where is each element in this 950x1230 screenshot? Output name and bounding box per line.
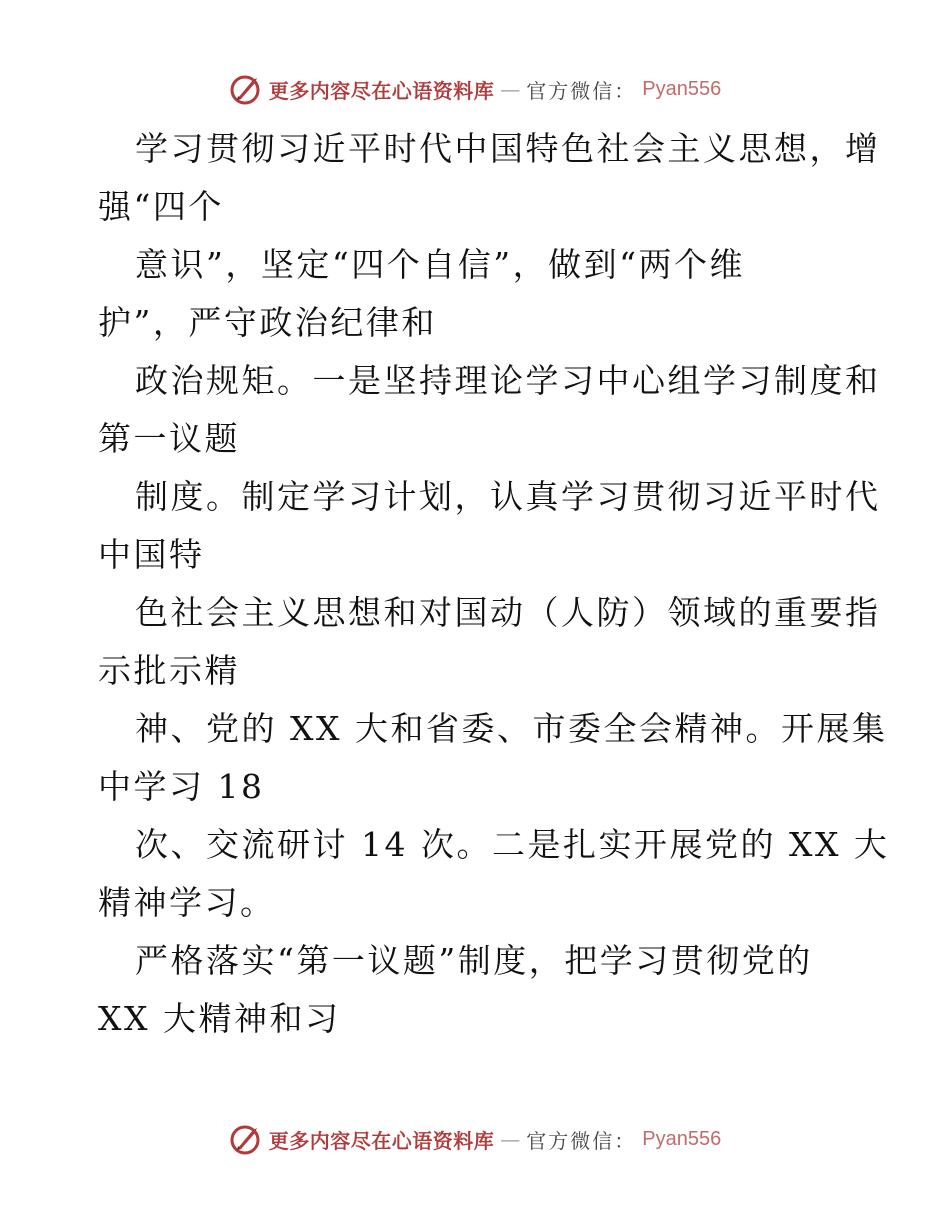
site-name: 更多内容尽在心语资料库	[268, 1128, 495, 1153]
wechat-id: Pyan556	[642, 77, 722, 100]
paragraph-1	[98, 120, 881, 236]
header-banner	[0, 72, 950, 106]
line-first: 政治规矩。一是坚持理论学习中心组学习制度和	[135, 361, 881, 400]
line-first: 色社会主义思想和对国动（人防）领域的重要指	[135, 593, 881, 632]
paragraph-8	[98, 932, 858, 1048]
header-separator: —	[500, 77, 521, 101]
line-second: XX 大精神和习	[98, 999, 341, 1038]
footer-banner	[0, 1122, 950, 1156]
paragraph-2	[98, 236, 858, 352]
paragraph-6	[98, 700, 888, 816]
paragraph-7	[98, 816, 890, 932]
line-first: 制度。制定学习计划，认真学习贯彻习近平时代	[135, 477, 881, 516]
line-second: 精神学习。	[98, 883, 276, 922]
line-first: 学习贯彻习近平时代中国特色社会主义思想，增	[135, 129, 881, 168]
site-name: 更多内容尽在心语资料库	[268, 78, 495, 103]
line-second: 中学习 18	[98, 767, 265, 806]
footer-separator: —	[500, 1127, 521, 1151]
line-second: 示批示精	[98, 651, 240, 690]
line-first: 神、党的 XX 大和省委、市委全会精神。开展集	[135, 709, 888, 748]
line-first: 严格落实“第一议题”制度，把学习贯彻党的	[135, 941, 813, 980]
line-first: 次、交流研讨 14 次。二是扎实开展党的 XX 大	[135, 825, 890, 864]
paragraph-5	[98, 584, 881, 700]
line-first: 意识”，坚定“四个自信”，做到“两个维	[135, 245, 745, 284]
paragraph-4	[98, 468, 881, 584]
paragraph-3	[98, 352, 881, 468]
wechat-label: 官方微信：	[526, 1128, 637, 1153]
wechat-label: 官方微信：	[526, 78, 637, 103]
wechat-id: Pyan556	[642, 1127, 722, 1150]
line-second: 护”，严守政治纪律和	[98, 303, 437, 342]
line-second: 第一议题	[98, 419, 240, 458]
quill-pen-logo-icon	[229, 1122, 263, 1156]
line-second: 强“四个	[98, 187, 224, 226]
document-body	[98, 120, 890, 1048]
quill-pen-logo-icon	[229, 72, 263, 106]
line-second: 中国特	[98, 535, 205, 574]
